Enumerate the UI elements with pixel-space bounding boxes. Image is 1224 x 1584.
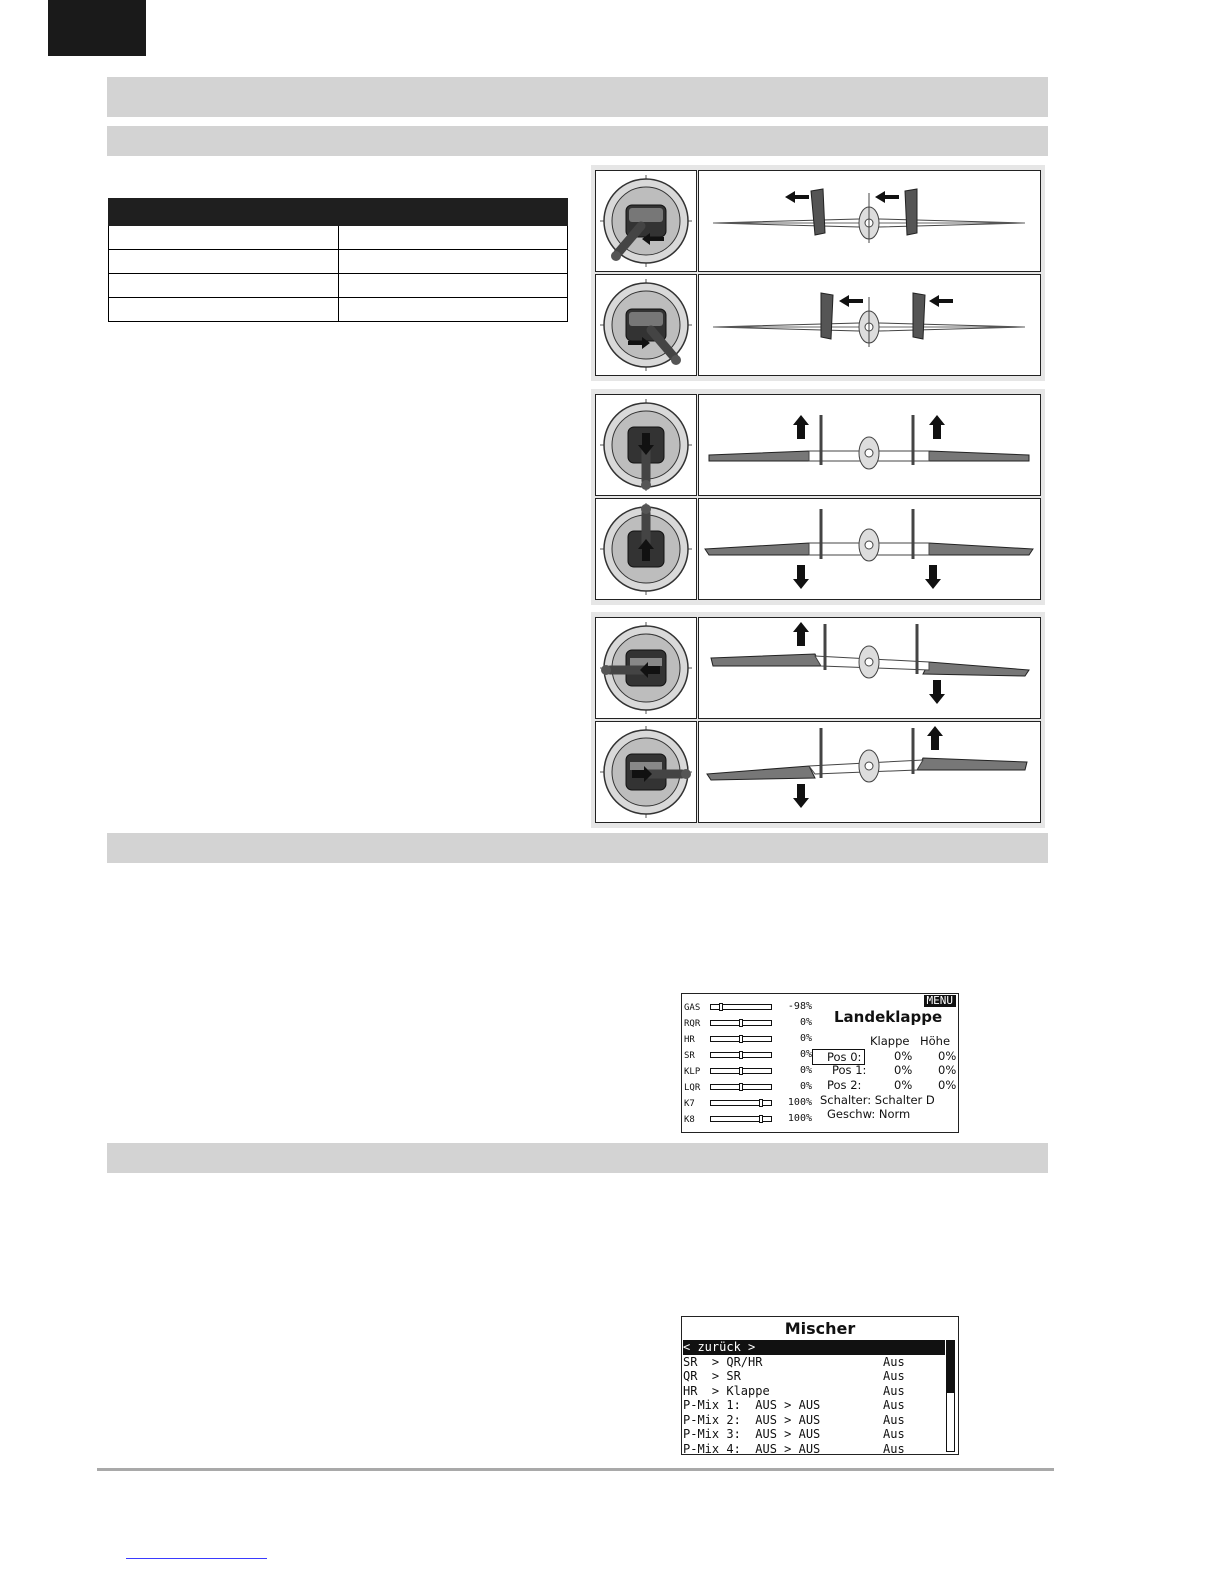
pos-2-hoehe[interactable]: 0%: [938, 1078, 957, 1092]
stick-left-icon: [596, 171, 696, 271]
pos-0-hoehe[interactable]: 0%: [938, 1049, 957, 1063]
channel-knob: [759, 1099, 763, 1107]
stick-left-cell: [595, 170, 697, 272]
plane-elevator-up-icon: [699, 395, 1039, 495]
aileron-left-cell: [698, 617, 1041, 719]
channel-bar: [710, 1020, 772, 1026]
menu-item-status: Aus: [883, 1383, 905, 1398]
channel-value: 0%: [799, 1081, 812, 1092]
landeklappe-screen: [681, 993, 959, 1133]
menu-item[interactable]: [683, 1384, 945, 1399]
stick-right2-cell: [595, 721, 697, 823]
channel-label: LQR: [684, 1083, 701, 1093]
channel-label: RQR: [684, 1019, 701, 1029]
menu-item-status: Aus: [883, 1412, 905, 1427]
section-header-main: [107, 77, 1048, 117]
stick-left2-icon: [596, 618, 696, 718]
channel-knob: [739, 1035, 743, 1043]
aileron-figure-group: [591, 612, 1045, 828]
channel-bar: [710, 1036, 772, 1042]
channel-label: GAS: [684, 1003, 701, 1013]
menu-item[interactable]: [683, 1355, 945, 1370]
menu-item-label: SR > QR/HR: [683, 1354, 763, 1369]
plane-aileron-left-icon: [699, 618, 1039, 718]
elevator-figure-group: [591, 389, 1045, 605]
menu-item[interactable]: [683, 1413, 945, 1428]
stick-down-icon: [596, 395, 696, 495]
settings-table: [108, 198, 568, 322]
channel-knob: [739, 1083, 743, 1091]
menu-item-status: Aus: [883, 1354, 905, 1369]
plane-rudder-left-icon: [699, 171, 1039, 271]
menu-item[interactable]: [683, 1398, 945, 1413]
channel-value: 100%: [787, 1097, 812, 1108]
menu-item-label: HR > Klappe: [683, 1383, 770, 1398]
elevator-up-cell: [698, 394, 1041, 496]
menu-item-label: < zurück >: [683, 1340, 756, 1354]
channel-value: 0%: [799, 1033, 812, 1044]
channel-bar: [710, 1068, 772, 1074]
rudder-figure-group: [591, 165, 1045, 381]
table-row: [109, 226, 568, 250]
stick-down-cell: [595, 394, 697, 496]
scrollbar[interactable]: [946, 1340, 955, 1452]
rudder-left-cell: [698, 170, 1041, 272]
menu-item-status: Aus: [883, 1441, 905, 1455]
channel-knob: [739, 1019, 743, 1027]
column-klappe: Klappe: [870, 1034, 910, 1048]
column-hoehe: Höhe: [920, 1034, 951, 1048]
channel-label: K7: [684, 1099, 695, 1109]
menu-item-label: P-Mix 2: AUS > AUS: [683, 1412, 821, 1427]
menu-item[interactable]: [683, 1369, 945, 1384]
menu-item-label: P-Mix 4: AUS > AUS: [683, 1441, 821, 1455]
channel-value: 0%: [799, 1065, 812, 1076]
channel-value: 100%: [787, 1113, 812, 1124]
pos-0-klappe[interactable]: 0%: [894, 1049, 913, 1063]
stick-up-cell: [595, 498, 697, 600]
menu-item[interactable]: [683, 1427, 945, 1442]
geschw-setting[interactable]: Geschw: Norm: [827, 1107, 911, 1121]
channel-value: -98%: [787, 1001, 812, 1012]
channel-bar: [710, 1004, 772, 1010]
pos-0-label[interactable]: Pos 0:: [812, 1049, 865, 1065]
channel-bar: [710, 1084, 772, 1090]
stick-right-cell: [595, 274, 697, 376]
pos-2-klappe[interactable]: 0%: [894, 1078, 913, 1092]
channel-bar: [710, 1116, 772, 1122]
table-row: [109, 274, 568, 298]
stick-right2-icon: [596, 722, 696, 822]
pos-1-label[interactable]: Pos 1:: [832, 1063, 867, 1077]
channel-value: 0%: [799, 1049, 812, 1060]
channel-label: K8: [684, 1115, 695, 1125]
pos-1-hoehe[interactable]: 0%: [938, 1063, 957, 1077]
menu-item-status: Aus: [883, 1369, 905, 1383]
plane-rudder-right-icon: [699, 275, 1039, 375]
pos-2-label[interactable]: Pos 2:: [827, 1078, 862, 1092]
screen-title: Mischer: [784, 1319, 856, 1338]
table-row: [109, 298, 568, 322]
schalter-setting[interactable]: Schalter: Schalter D: [820, 1093, 935, 1107]
section-header-sub: [107, 126, 1048, 156]
menu-item[interactable]: [683, 1442, 945, 1456]
channel-value: 0%: [799, 1017, 812, 1028]
pos-1-klappe[interactable]: 0%: [894, 1063, 913, 1077]
scrollbar-thumb[interactable]: [947, 1341, 954, 1393]
section-header-mischer: [107, 1143, 1048, 1173]
menu-item-label: P-Mix 1: AUS > AUS: [683, 1398, 821, 1412]
menu-label[interactable]: MENU: [924, 995, 957, 1007]
page-tab: [48, 0, 146, 56]
plane-aileron-right-icon: [699, 722, 1039, 822]
rudder-right-cell: [698, 274, 1041, 376]
stick-up-icon: [596, 499, 696, 599]
menu-item-status: Aus: [883, 1398, 905, 1412]
screen-title: Landeklappe: [834, 1008, 943, 1026]
table-row: [109, 250, 568, 274]
stick-right-icon: [596, 275, 696, 375]
stick-left2-cell: [595, 617, 697, 719]
table-header: [109, 199, 568, 226]
channel-bar: [710, 1100, 772, 1106]
menu-item-status: Aus: [883, 1427, 905, 1441]
mischer-screen: [681, 1316, 959, 1455]
channel-label: SR: [684, 1051, 695, 1061]
channel-knob: [739, 1051, 743, 1059]
menu-item-label: QR > SR: [683, 1369, 741, 1383]
section-header-landeklappe: [107, 833, 1048, 863]
channel-knob: [719, 1003, 723, 1011]
elevator-down-cell: [698, 498, 1041, 600]
plane-elevator-down-icon: [699, 499, 1039, 599]
channel-label: KLP: [684, 1067, 701, 1077]
footer-link-underline[interactable]: [126, 1558, 267, 1559]
footer-divider: [97, 1468, 1054, 1471]
menu-item-zurueck[interactable]: [683, 1340, 945, 1355]
channel-knob: [739, 1067, 743, 1075]
aileron-right-cell: [698, 721, 1041, 823]
channel-knob: [759, 1115, 763, 1123]
channel-label: HR: [684, 1035, 695, 1045]
menu-item-label: P-Mix 3: AUS > AUS: [683, 1427, 821, 1441]
channel-bar: [710, 1052, 772, 1058]
